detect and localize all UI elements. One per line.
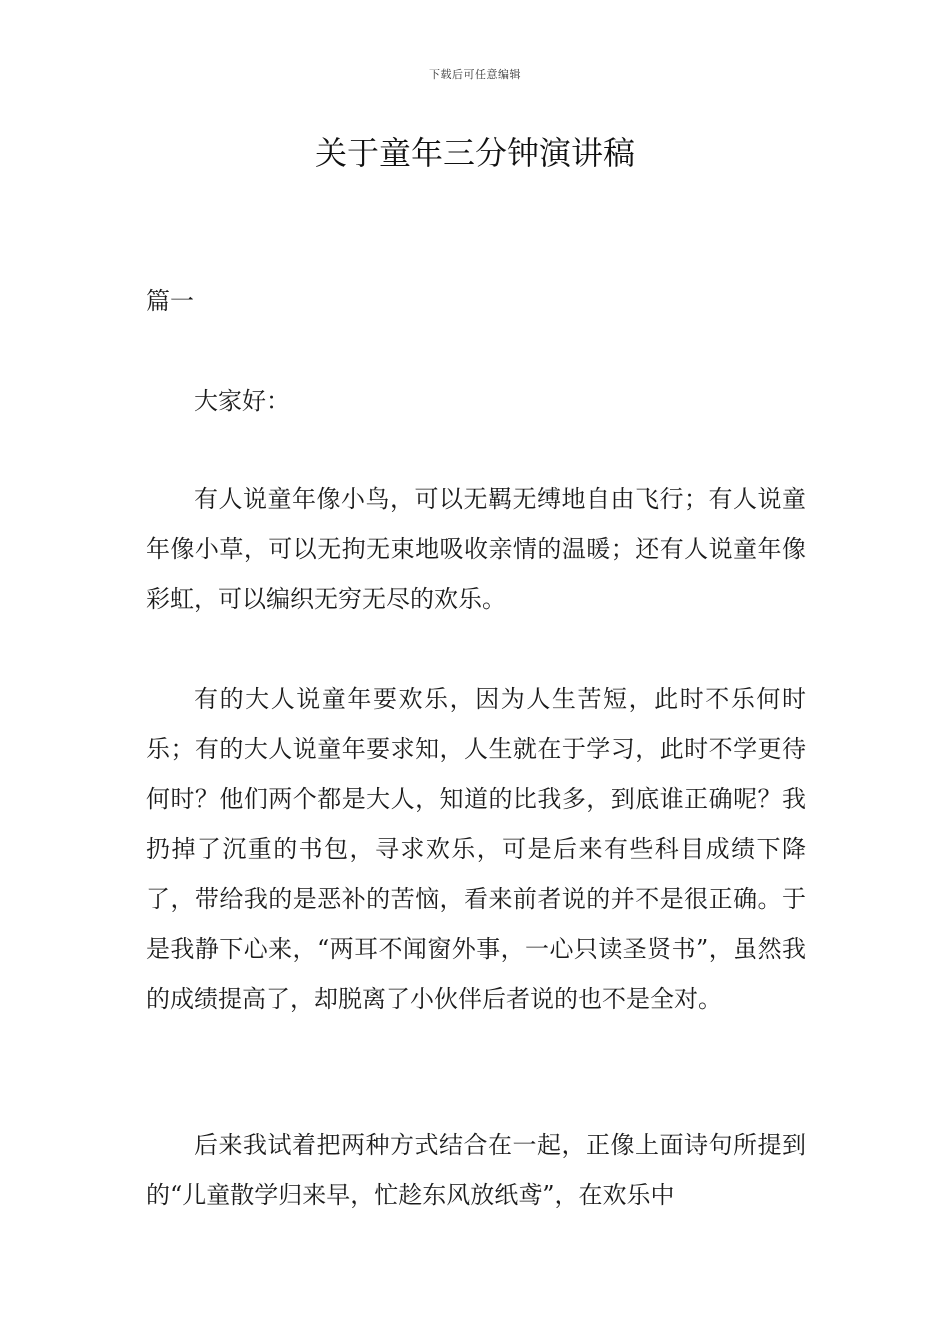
- greeting: 大家好：: [194, 387, 290, 415]
- header-note: 下载后可任意编辑: [429, 68, 521, 81]
- paragraph-2: 有的大人说童年要欢乐，因为人生苦短，此时不乐何时乐；有的大人说童年要求知，人生就在于学习，此时不学更待何时？他们两个都是大人，知道的比我多，到底谁正确呢？我扔掉了沉重的书包，寻求欢乐，可是后来有些科目成绩下降了，带给我的是恶补的苦恼，看来前者说的并不是很正确。于是我静下心来，“两耳不闻窗外事，一心只读圣贤书”，虽然我的成绩提高了，却脱离了小伙伴后者说的也不是全对。: [146, 685, 806, 1013]
- paragraph-1: 有人说童年像小鸟，可以无羁无缚地自由飞行；有人说童年像小草，可以无拘无束地吸收亲情的温暖；还有人说童年像彩虹，可以编织无穷无尽的欢乐。: [146, 485, 806, 613]
- document-title: 关于童年三分钟演讲稿: [314, 134, 635, 172]
- paragraph-3: 后来我试着把两种方式结合在一起，正像上面诗句所提到的“儿童散学归来早，忙趁东风放纸鸢”，在欢乐中: [146, 1131, 806, 1209]
- section-label: 篇一: [146, 287, 194, 315]
